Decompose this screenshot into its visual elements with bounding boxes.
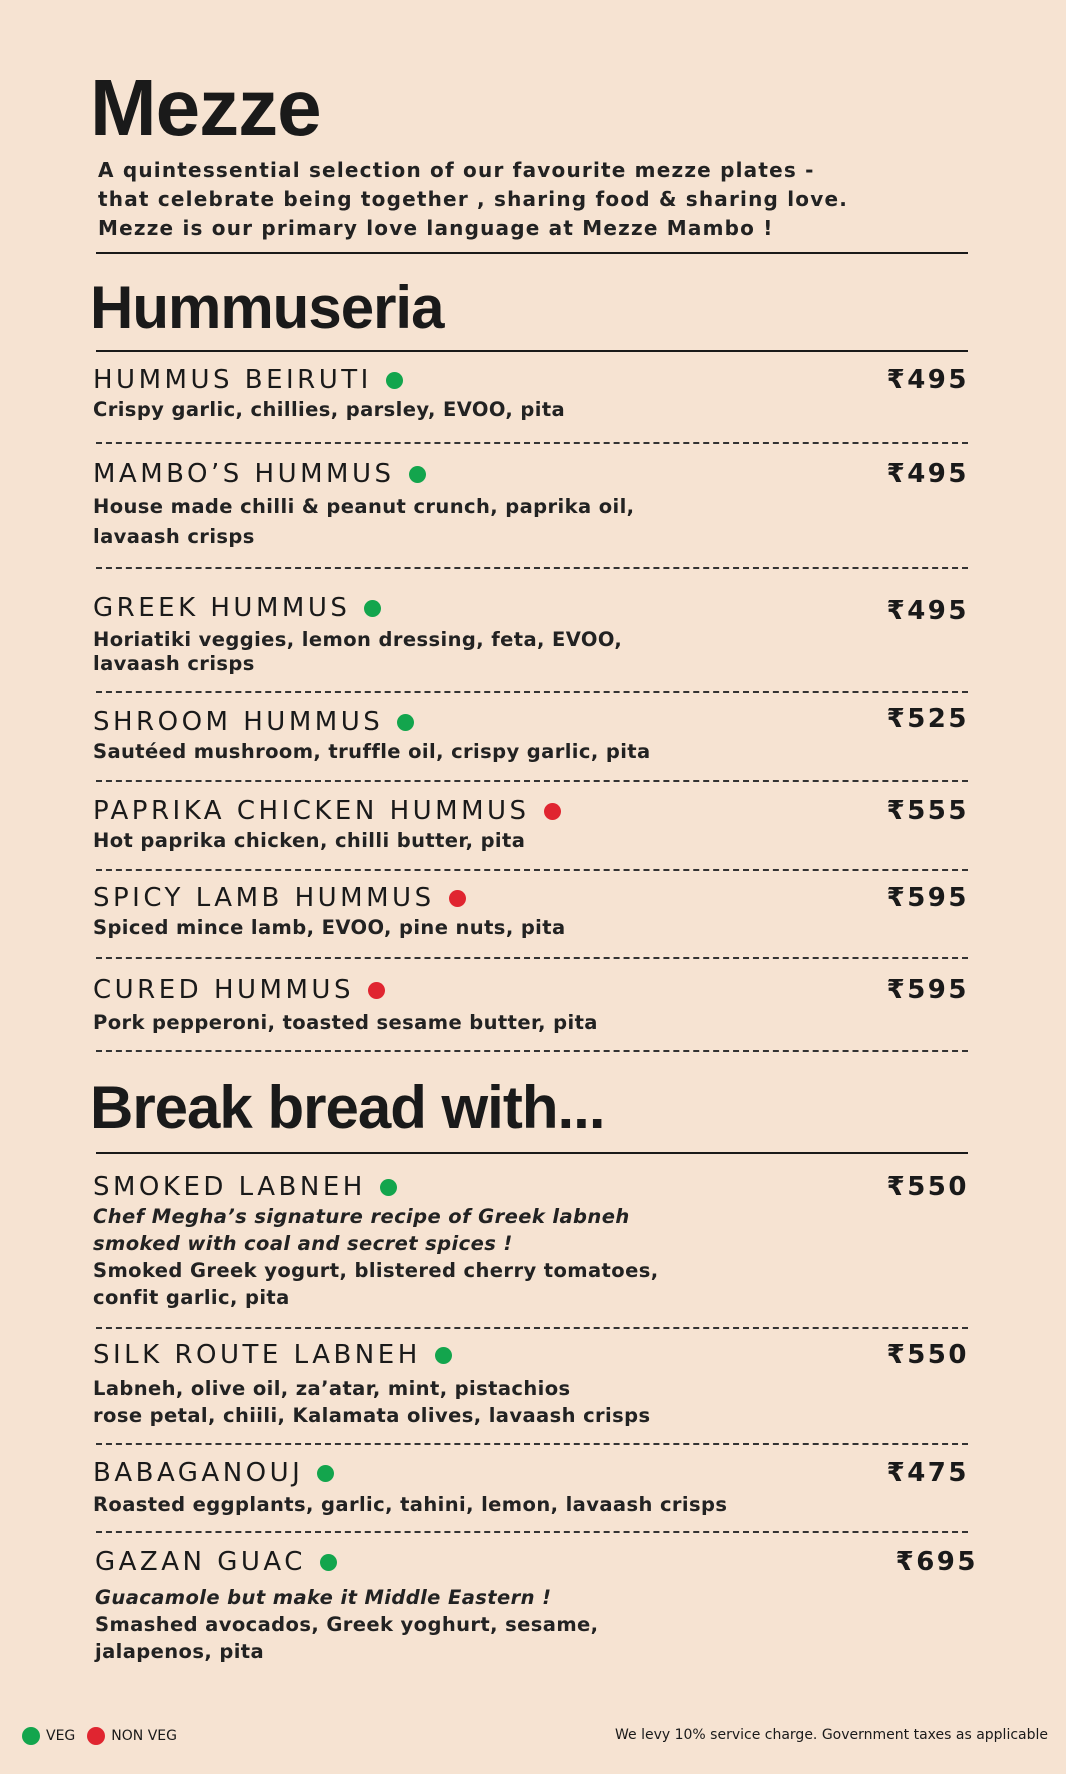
item-description: Hot paprika chicken, chilli butter, pita	[93, 829, 526, 852]
item-price: ₹495	[886, 459, 969, 489]
veg-legend-icon	[22, 1727, 40, 1745]
page-title: Mezze	[90, 63, 321, 152]
veg-dot-icon	[380, 1179, 397, 1196]
item-name-row	[93, 592, 381, 624]
item-name-row	[93, 974, 385, 1006]
item-price: ₹550	[886, 1340, 969, 1370]
veg-dot-icon	[397, 714, 414, 731]
item-name-row	[93, 458, 426, 490]
item-name: BABAGANOUJ	[93, 1458, 304, 1488]
menu-item	[95, 1546, 978, 1665]
non-veg-dot-icon	[368, 982, 385, 999]
item-name-row	[93, 706, 414, 738]
item-name: SPICY LAMB HUMMUS	[93, 883, 435, 913]
intro-line: Mezze is our primary love language at Mezze Mambo !	[98, 216, 774, 240]
menu-item	[93, 1339, 969, 1429]
section-title-hummuseria: Hummuseria	[90, 274, 444, 341]
item-tagline: Guacamole but make it Middle Eastern !	[95, 1586, 552, 1609]
menu-item	[93, 974, 969, 1036]
menu-item	[93, 795, 969, 854]
dashed-divider	[96, 1050, 968, 1052]
veg-dot-icon	[409, 466, 426, 483]
item-name: SHROOM HUMMUS	[93, 707, 384, 737]
dashed-divider	[96, 1443, 968, 1445]
veg-dot-icon	[386, 372, 403, 389]
veg-dot-icon	[364, 600, 381, 617]
menu-item	[93, 364, 969, 423]
item-price: ₹595	[886, 975, 969, 1005]
item-description: lavaash crisps	[93, 652, 255, 675]
section-title-break-bread: Break bread with...	[90, 1074, 605, 1141]
intro-line: that celebrate being together , sharing food & sharing love.	[98, 187, 849, 211]
dashed-divider	[96, 567, 968, 569]
non-veg-dot-icon	[544, 803, 561, 820]
item-price: ₹595	[886, 883, 969, 913]
divider	[96, 350, 968, 352]
item-name: HUMMUS BEIRUTI	[93, 365, 372, 395]
item-description: Smoked Greek yogurt, blistered cherry tomatoes,	[93, 1259, 659, 1282]
item-description: Smashed avocados, Greek yoghurt, sesame,	[95, 1613, 599, 1636]
item-name: SILK ROUTE LABNEH	[93, 1340, 421, 1370]
item-description: Horiatiki veggies, lemon dressing, feta, EVOO,	[93, 628, 623, 651]
item-name-row	[93, 1171, 397, 1203]
dashed-divider	[96, 1327, 968, 1329]
veg-legend-label: VEG	[46, 1728, 76, 1744]
item-name-row	[95, 1546, 337, 1578]
item-price: ₹525	[886, 704, 969, 734]
menu-item	[93, 706, 969, 765]
intro-text	[98, 156, 858, 243]
dashed-divider	[96, 691, 968, 693]
item-description: House made chilli & peanut crunch, paprika oil,	[93, 495, 635, 518]
item-name: GREEK HUMMUS	[93, 593, 351, 623]
item-description: Spiced mince lamb, EVOO, pine nuts, pita	[93, 916, 566, 939]
dashed-divider	[96, 957, 968, 959]
item-description: Sautéed mushroom, truffle oil, crispy garlic, pita	[93, 740, 651, 763]
menu-item	[93, 458, 969, 550]
item-name-row	[93, 364, 403, 396]
item-price: ₹495	[886, 596, 969, 626]
item-price: ₹555	[886, 796, 969, 826]
item-name: MAMBO’S HUMMUS	[93, 459, 395, 489]
veg-dot-icon	[317, 1465, 334, 1482]
intro-line: A quintessential selection of our favourite mezze plates -	[98, 158, 815, 182]
item-name: GAZAN GUAC	[95, 1547, 306, 1577]
item-price: ₹550	[886, 1172, 969, 1202]
item-price: ₹495	[886, 365, 969, 395]
menu-item	[93, 592, 969, 676]
item-name-row	[93, 795, 561, 827]
item-price: ₹475	[886, 1458, 969, 1488]
veg-dot-icon	[435, 1347, 452, 1364]
item-tagline: smoked with coal and secret spices !	[93, 1232, 513, 1255]
item-description: Pork pepperoni, toasted sesame butter, pita	[93, 1011, 598, 1034]
veg-dot-icon	[320, 1554, 337, 1571]
item-name: PAPRIKA CHICKEN HUMMUS	[93, 796, 530, 826]
item-name-row	[93, 1457, 334, 1489]
item-description: Crispy garlic, chillies, parsley, EVOO, pita	[93, 398, 566, 421]
divider	[96, 1152, 968, 1154]
item-description: Labneh, olive oil, za’atar, mint, pistachios	[93, 1377, 571, 1400]
dashed-divider	[96, 1531, 968, 1533]
menu-item	[93, 1171, 969, 1311]
item-description: rose petal, chiili, Kalamata olives, lavaash crisps	[93, 1404, 651, 1427]
item-tagline: Chef Megha’s signature recipe of Greek labneh	[93, 1205, 630, 1228]
non-veg-legend-icon	[87, 1727, 105, 1745]
service-charge-note: We levy 10% service charge. Government taxes as applicable	[615, 1727, 1048, 1743]
menu-item	[93, 1457, 969, 1518]
item-price: ₹695	[895, 1547, 978, 1577]
non-veg-dot-icon	[449, 890, 466, 907]
dashed-divider	[96, 869, 968, 871]
item-name-row	[93, 1339, 452, 1371]
divider	[96, 252, 968, 254]
non-veg-legend-label: NON VEG	[111, 1728, 177, 1744]
item-description: confit garlic, pita	[93, 1286, 290, 1309]
menu-item	[93, 882, 969, 941]
item-name: CURED HUMMUS	[93, 975, 354, 1005]
dashed-divider	[96, 780, 968, 782]
diet-legend	[22, 1727, 189, 1745]
item-name-row	[93, 882, 466, 914]
dashed-divider	[96, 442, 968, 444]
item-name: SMOKED LABNEH	[93, 1172, 366, 1202]
item-description: Roasted eggplants, garlic, tahini, lemon, lavaash crisps	[93, 1493, 728, 1516]
item-description: jalapenos, pita	[95, 1640, 265, 1663]
item-description: lavaash crisps	[93, 525, 255, 548]
